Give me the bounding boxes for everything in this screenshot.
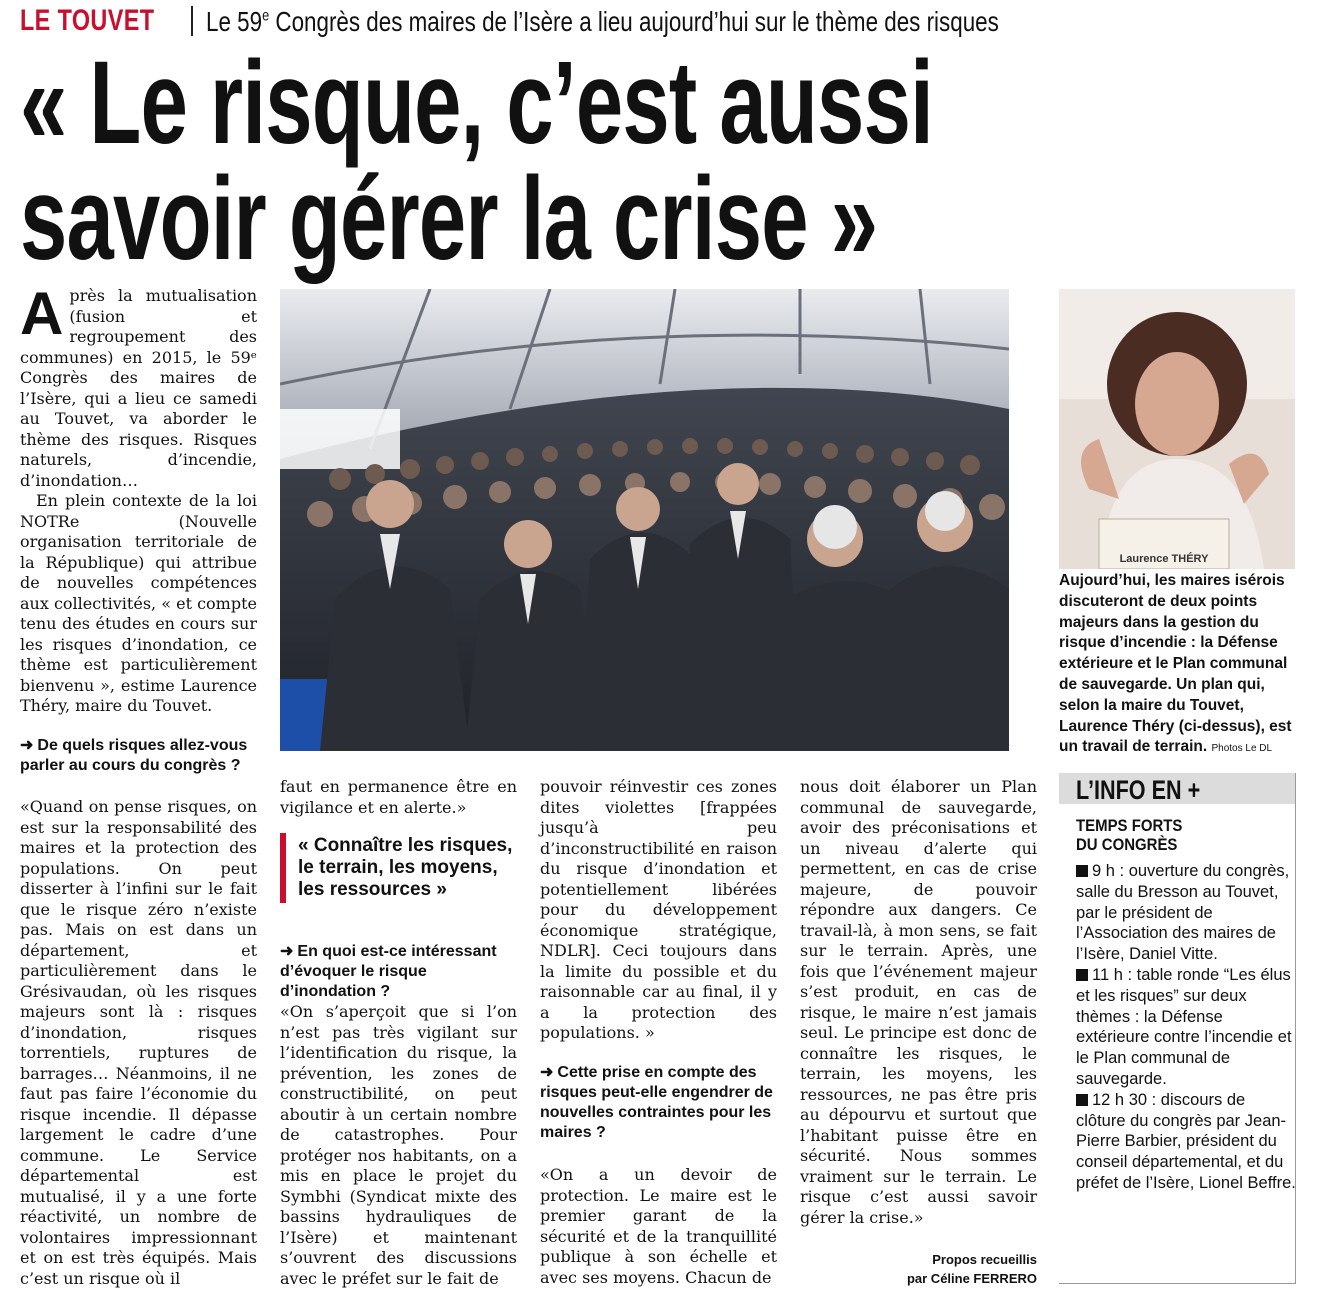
info-box-subtitle — [1076, 816, 1182, 854]
info-box-subtitle-line-2: DU CONGRÈS — [1076, 835, 1178, 854]
question-2 — [280, 942, 517, 1002]
section-location: LE TOUVET — [20, 4, 155, 37]
arrow-right-icon: ➜ — [280, 943, 294, 960]
dropcap: A — [20, 280, 64, 347]
answer-1 — [20, 797, 257, 1289]
answer-3-text: «On a un devoir de protection. Le maire est le premier garant de la sécurité et de la tranquillité publique à son échelle et avec ses moyens. Chacun de — [540, 1165, 777, 1287]
answer-2-cont-text: pouvoir réinvestir ces zones dites violettes [frappées jusqu’à peu d’inconstructibilité en raison du risque d’inondation et potentiellement libérées pour du développement économique stratégique, NDLR]. Ceci toujours dans la limite du possible et du raisonnable car au final, il y a la protection des populations. » — [540, 777, 777, 1042]
schedule-item — [1076, 1090, 1298, 1194]
question-2-text: En quoi est-ce intéressant d’évoquer le risque d’inondation ? — [280, 943, 497, 1000]
kicker-subtitle — [206, 6, 999, 38]
answer-1-cont-text: faut en permanence être en vigilance et en alerte.» — [280, 777, 517, 817]
lead-paragraph-2: En plein contexte de la loi NOTRe (Nouvelle organisation territoriale de la République) qui attribue de nouvelles compétences aux collectivités, « et compte tenu des études en cours sur les risques d’inondation, ce thème est particulièrement bienvenu », estime Laurence Théry, maire du Touvet. — [20, 491, 257, 715]
schedule-list — [1076, 861, 1298, 1194]
schedule-item — [1076, 965, 1298, 1090]
info-box-subtitle-line-1: TEMPS FORTS — [1076, 816, 1183, 835]
photo-credit: Photos Le DL — [1211, 743, 1273, 755]
pull-quote-bar — [280, 833, 286, 903]
schedule-item-text: 12 h 30 : discours de clôture du congrès par Jean-Pierre Barbier, président du conseil départemental, et du préfet de l’Isère, Lionel Beffre. — [1076, 1090, 1296, 1192]
square-bullet-icon — [1076, 969, 1088, 981]
answer-3-cont-text: nous doit élaborer un Plan communal de sauvegarde, avoir des préconisations et un niveau d’alerte qui permettent, en cas de crise majeure, de pouvoir répondre aux dangers. Ce travail-là, à mon sens, se fait sur le terrain. Après, une fois que l’événement majeur s’est produit, en cas de risque, le maire n’est jamais seul. Le principe est donc de connaître les risques, le terrain, les moyens, les ressources, ne pas être pris au dépourvu et surtout que l’habitant puisse être en sécurité. Nous sommes vraiment sur le terrain. Le risque c’est aussi savoir gérer la crise.» — [800, 777, 1037, 1227]
byline-line-1: Propos recueillis — [932, 1252, 1037, 1267]
mayor-portrait-illustration — [1059, 289, 1295, 569]
square-bullet-icon — [1076, 1094, 1088, 1106]
answer-2-continued — [540, 777, 777, 1044]
answer-2 — [280, 1002, 517, 1289]
byline-line-2: par Céline FERRERO — [906, 1271, 1037, 1286]
schedule-item — [1076, 861, 1298, 965]
headline-line-1: « Le risque, c’est aussi — [20, 37, 934, 169]
arrow-right-icon: ➜ — [20, 737, 34, 754]
schedule-item-text: 11 h : table ronde “Les élus et les risques” sur deux thèmes : la Défense extérieure contre l’incendie et le Plan communal de sauvegarde. — [1076, 965, 1292, 1088]
question-1 — [20, 736, 257, 776]
pull-quote: « Connaître les risques, le terrain, les moyens, les ressources » — [298, 835, 513, 900]
answer-1-continued — [280, 777, 517, 818]
question-3 — [540, 1063, 777, 1143]
answer-3-continued — [800, 777, 1037, 1228]
nameplate-text: Laurence THÉRY — [1119, 553, 1209, 565]
mayor-portrait-photo — [1059, 289, 1295, 569]
kicker-subtitle-before: Le 59 — [206, 6, 263, 37]
lead-paragraphs — [20, 280, 257, 717]
arrow-right-icon: ➜ — [540, 1064, 554, 1081]
audience-photo-illustration — [280, 289, 1009, 751]
schedule-item-text: 9 h : ouverture du congrès, salle du Bresson au Touvet, par le président de l’Association des maires de l’Isère, Daniel Vitte. — [1076, 862, 1290, 964]
lead-paragraph-1 — [20, 280, 257, 491]
answer-2-text: «On s’aperçoit que si l’on n’est pas très vigilant sur l’identification du risque, la prévention, les zones de constructibilité, on peut aboutir à un certain nombre de catastrophes. Pour protéger nos habitants, on a mis en place le projet du Symbhi (Syndicat mixte des bassins hydrauliques de l’Isère) et maintenant s’ouvrent des discussions avec le préfet sur le fait de — [280, 1002, 517, 1288]
question-3-text: Cette prise en compte des risques peut-elle engendrer de nouvelles contraintes pour les maires ? — [540, 1064, 773, 1141]
answer-1-text: «Quand on pense risques, on est sur la responsabilité des maires et la protection des populations. On peut disserter à l’infini sur le fait que le risque zéro n’existe pas. Mais on est dans un département, et particulièrement dans le Grésivaudan, où les risques majeurs sont là : risques d’inondation, risques torrentiels, ruptures de barrages… Néanmoins, il ne faut pas faire l’économie du risque incendie. Il dépasse largement le cadre d’une commune. Le Service départemental est mutualisé, il y a une forte réactivité, un nombre de volontaires impressionnant et on est très équipés. Mais c’est un risque où il — [20, 797, 257, 1288]
audience-photo — [280, 289, 1009, 751]
question-1-text: De quels risques allez-vous parler au cours du congrès ? — [20, 737, 248, 774]
byline — [800, 1250, 1037, 1288]
kicker-subtitle-sup: e — [262, 7, 270, 25]
answer-3 — [540, 1165, 777, 1288]
info-box-title: L’INFO EN + — [1076, 775, 1201, 805]
lead-paragraph-1-text: près la mutualisation (fusion et regroupement des communes) en 2015, le 59ᵉ Congrès des maires de l’Isère, qui a lieu ce samedi au Touvet, va aborder le thème des risques. Risques naturels, d’incendie, d’inondation… — [20, 286, 257, 490]
caption-text: Aujourd’hui, les maires isérois discuteront de deux points majeurs dans la gestion du risque d’incendie : la Défense extérieure et le Plan communal de sauvegarde. Un plan qui, selon la maire du Touvet, Laurence Théry (ci-dessus), est un travail de terrain. — [1059, 572, 1292, 756]
square-bullet-icon — [1076, 865, 1088, 877]
photo-caption — [1059, 571, 1299, 760]
headline-line-2: savoir gérer la crise » — [20, 153, 878, 285]
kicker-separator — [191, 6, 193, 36]
kicker-subtitle-after: Congrès des maires de l’Isère a lieu aujourd’hui sur le thème des risques — [269, 6, 999, 37]
